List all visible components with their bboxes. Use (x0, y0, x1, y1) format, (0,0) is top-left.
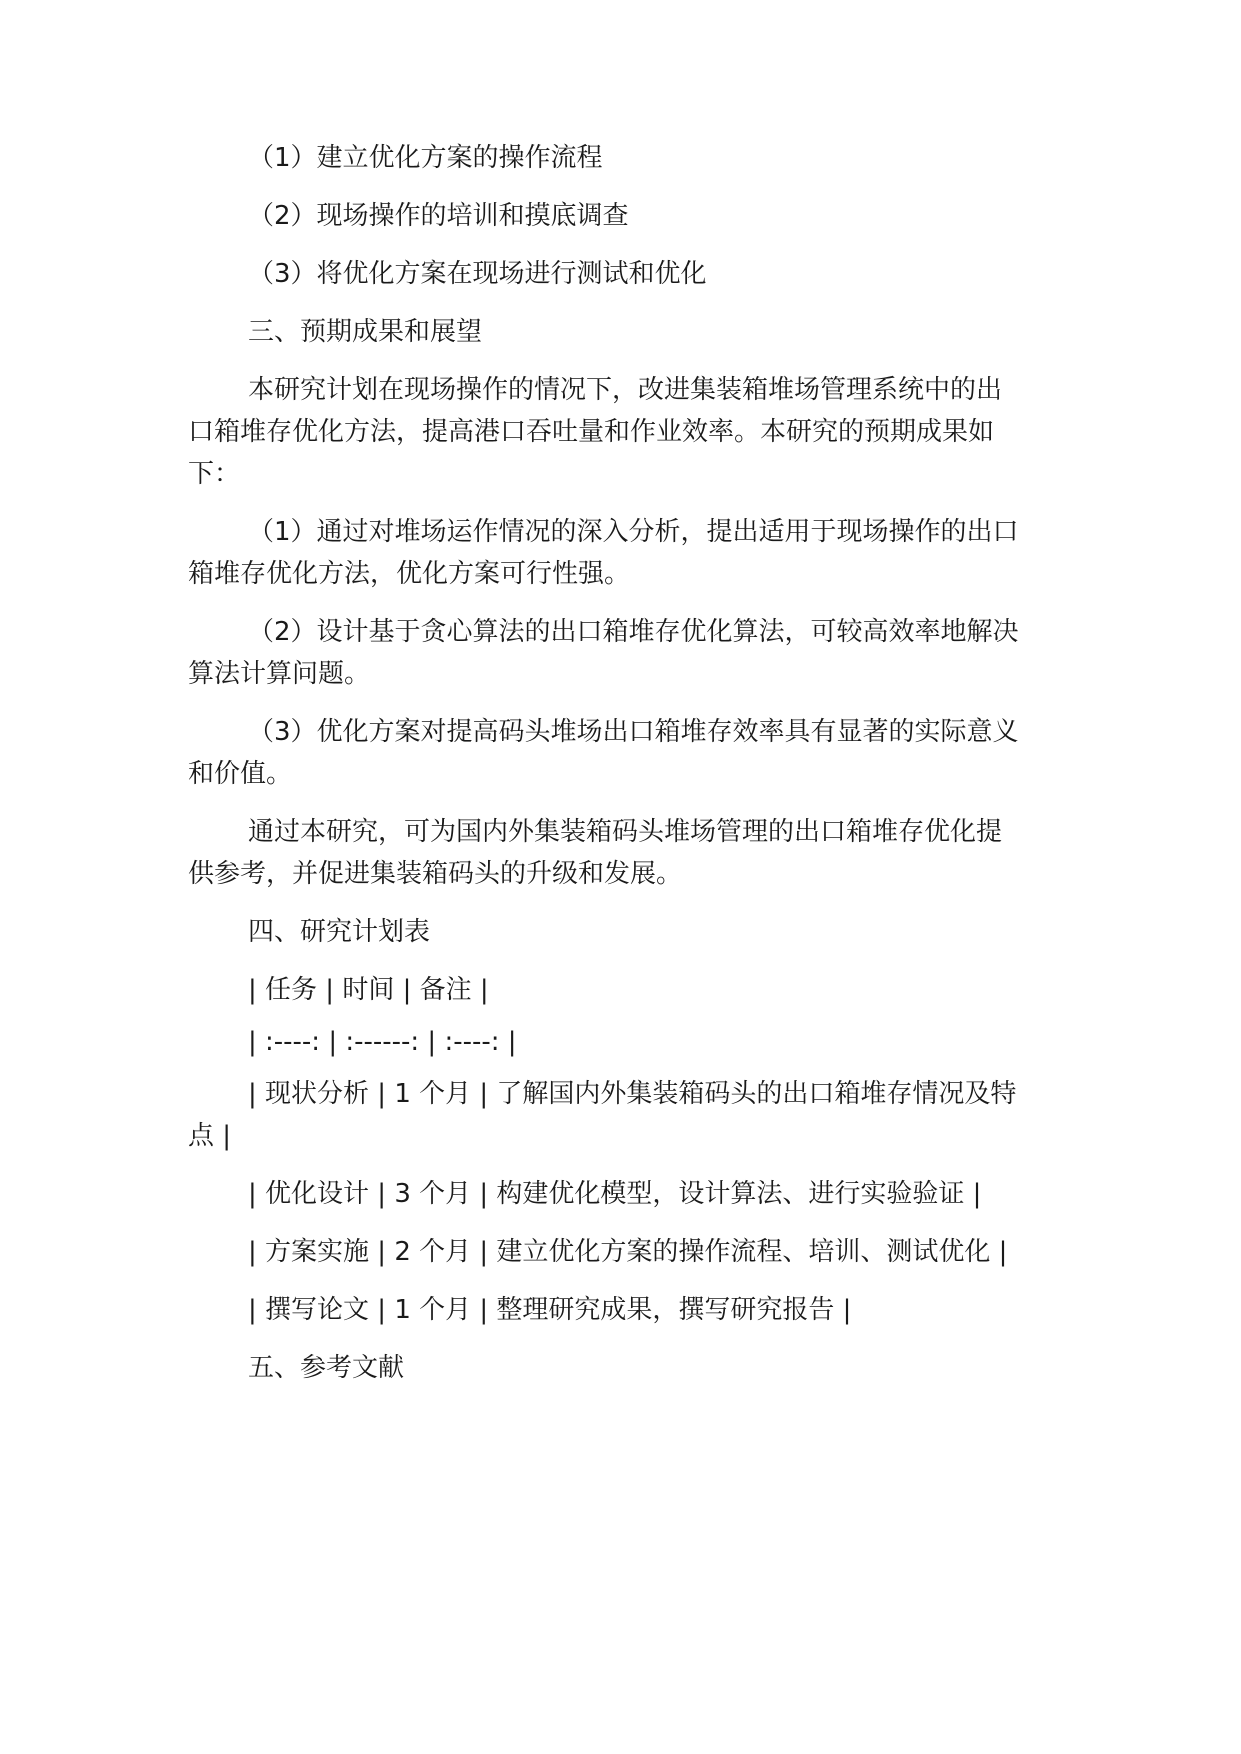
table-header-row: | 任务 | 时间 | 备注 | (248, 975, 489, 1005)
body-paragraph-line: 供参考，并促进集装箱码头的升级和发展。 (188, 859, 683, 889)
table-row: 点 | (188, 1121, 232, 1151)
result-item-line: （2）设计基于贪心算法的出口箱堆存优化算法，可较高效率地解决 (248, 617, 1019, 647)
body-paragraph-line: 下： (188, 459, 241, 489)
result-item-line: 算法计算问题。 (188, 659, 371, 689)
body-paragraph-line: 口箱堆存优化方法，提高港口吞吐量和作业效率。本研究的预期成果如 (188, 417, 995, 447)
table-row: | 撰写论文 | 1 个月 | 整理研究成果，撰写研究报告 | (248, 1295, 852, 1325)
table-row: | 优化设计 | 3 个月 | 构建优化模型，设计算法、进行实验验证 | (248, 1179, 982, 1209)
section-heading-expected-results: 三、预期成果和展望 (248, 317, 483, 347)
result-item-line: 箱堆存优化方法，优化方案可行性强。 (188, 559, 631, 589)
body-paragraph-line: 本研究计划在现场操作的情况下，改进集装箱堆场管理系统中的出 (248, 375, 1003, 405)
section-heading-plan-table: 四、研究计划表 (248, 917, 431, 947)
result-item-line: （1）通过对堆场运作情况的深入分析，提出适用于现场操作的出口 (248, 517, 1019, 547)
table-separator-row: | :----: | :------: | :----: | (248, 1027, 517, 1057)
list-item-step-2: （2）现场操作的培训和摸底调查 (248, 201, 629, 231)
section-heading-references: 五、参考文献 (248, 1353, 405, 1383)
list-item-step-1: （1）建立优化方案的操作流程 (248, 143, 603, 173)
result-item-line: （3）优化方案对提高码头堆场出口箱堆存效率具有显著的实际意义 (248, 717, 1019, 747)
body-paragraph-line: 通过本研究，可为国内外集装箱码头堆场管理的出口箱堆存优化提 (248, 817, 1003, 847)
list-item-step-3: （3）将优化方案在现场进行测试和优化 (248, 259, 707, 289)
table-row: | 现状分析 | 1 个月 | 了解国内外集装箱码头的出口箱堆存情况及特 (248, 1079, 1017, 1109)
table-row: | 方案实施 | 2 个月 | 建立优化方案的操作流程、培训、测试优化 | (248, 1237, 1008, 1267)
result-item-line: 和价值。 (188, 759, 293, 789)
